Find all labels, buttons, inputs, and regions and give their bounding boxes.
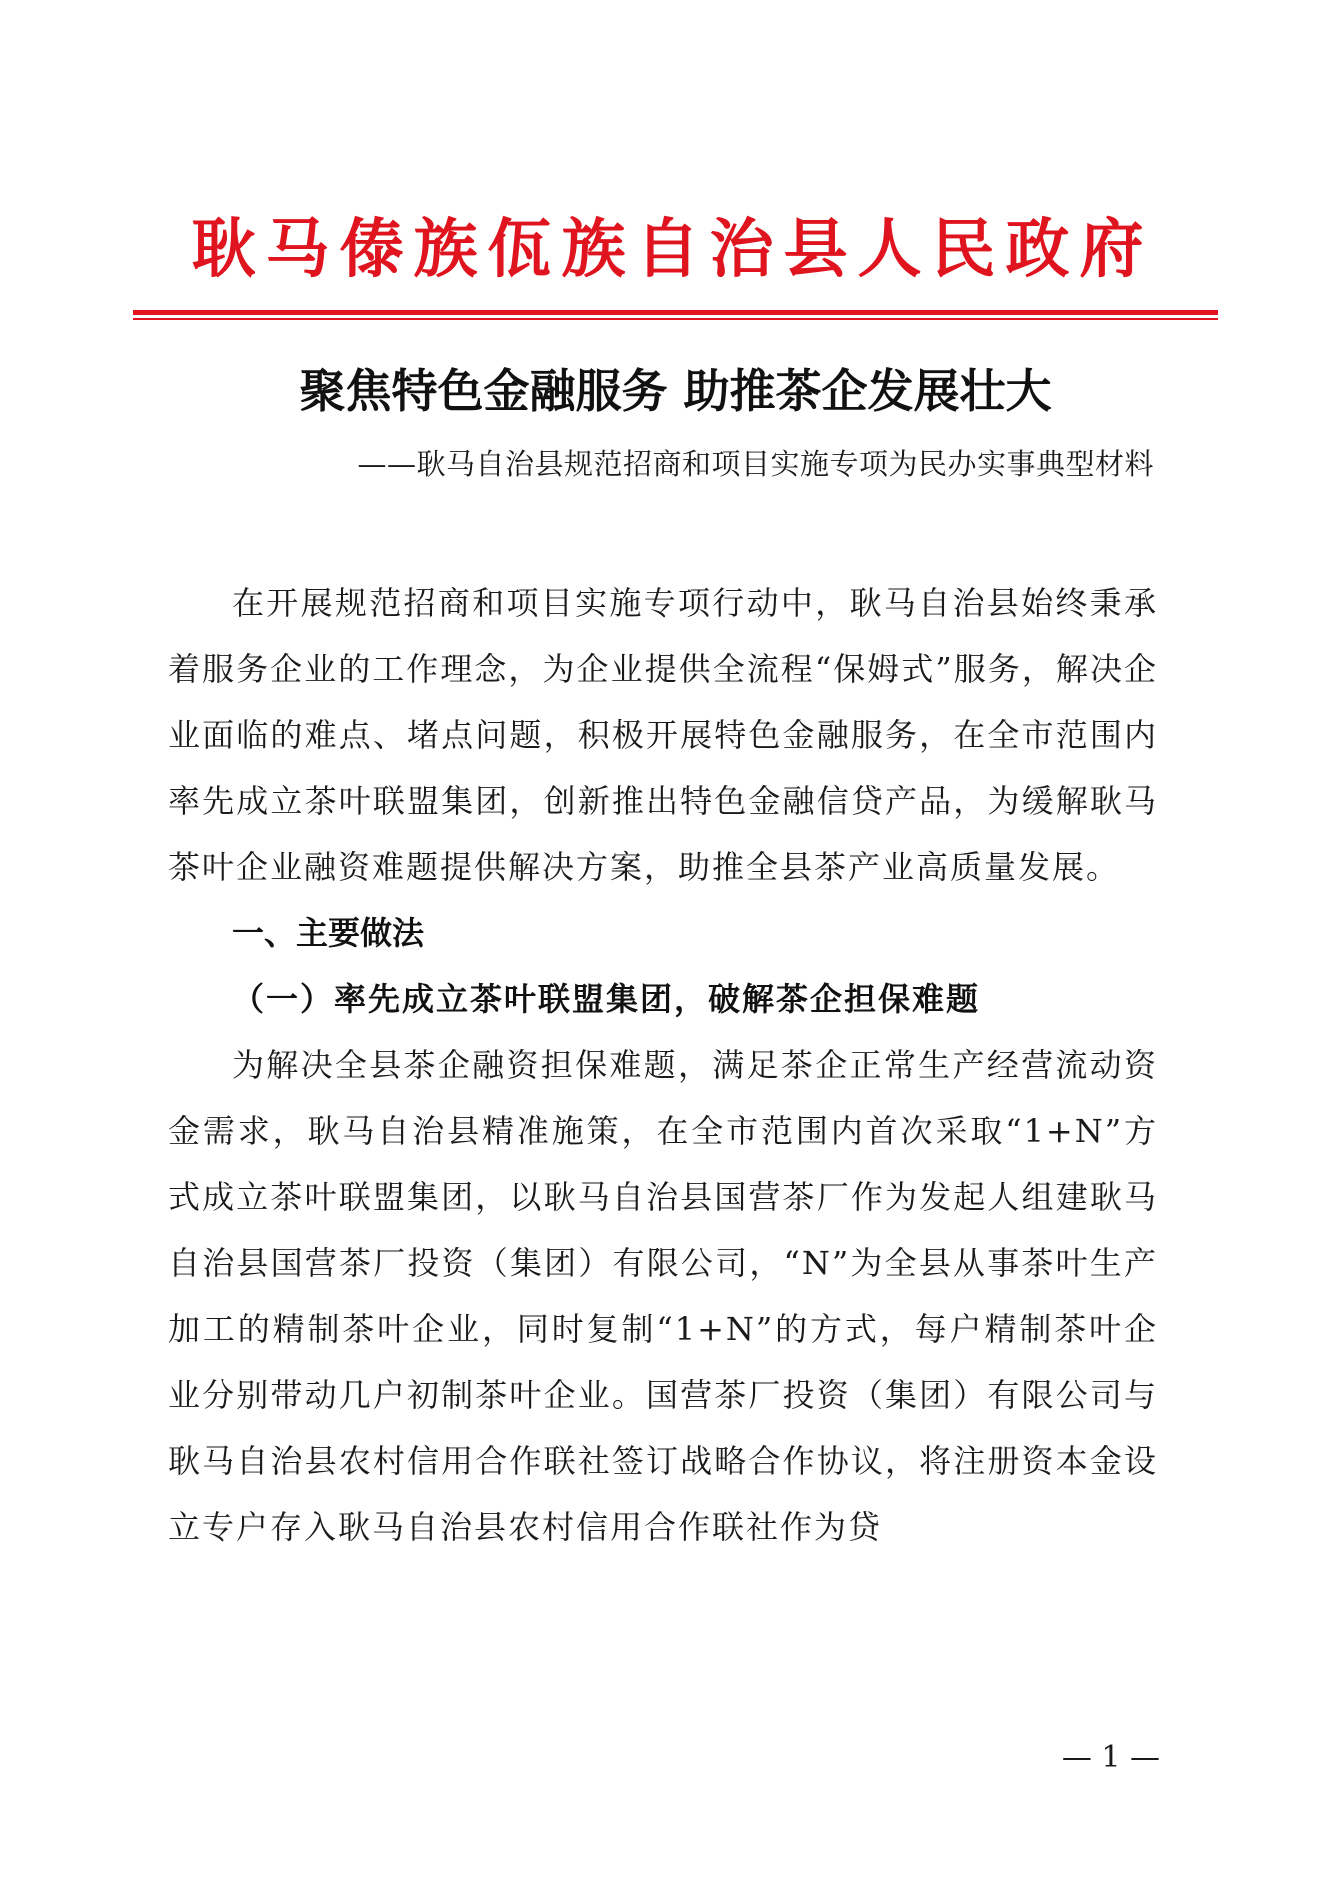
masthead-issuer: 耿马傣族佤族自治县人民政府: [191, 212, 1154, 287]
subsection-paragraph-tea-alliance: 为解决全县茶企融资担保难题，满足茶企正常生产经营流动资金需求，耿马自治县精准施策，在全市范围内首次采取“1+N”方式成立茶叶联盟集团，以耿马自治县国营茶厂作为发起人组建耿马自治县国营茶厂投资（集团）有限公司，“N”为全县从事茶叶生产加工的精制茶叶企业，同时复制“1+N”的方式，每户精制茶叶企业分别带动几户初制茶叶企业。国营茶厂投资（集团）有限公司与耿马自治县农村信用合作联社签订战略合作协议，将注册资本金设立专户存入耿马自治县农村信用合作联社作为贷: [168, 1046, 1158, 1546]
document-subtitle: ——耿马自治县规范招商和项目实施专项为民办实事典型材料: [357, 447, 1154, 481]
intro-paragraph: 在开展规范招商和项目实施专项行动中，耿马自治县始终秉承着服务企业的工作理念，为企业提供全流程“保姆式”服务，解决企业面临的难点、堵点问题，积极开展特色金融服务，在全市范围内率先成立茶叶联盟集团，创新推出特色金融信贷产品，为缓解耿马茶叶企业融资难题提供解决方案，助推全县茶产业高质量发展。: [168, 584, 1158, 886]
document-title: 聚焦特色金融服务 助推茶企发展壮大: [299, 364, 1052, 418]
document-body: [168, 570, 1158, 1560]
masthead-rule-thick: [133, 310, 1218, 315]
subsection-heading-tea-alliance: （一）率先成立茶叶联盟集团，破解茶企担保难题: [232, 980, 981, 1018]
section-heading-main-practices: 一、主要做法: [232, 914, 425, 952]
page-number: — 1 —: [1061, 1740, 1160, 1775]
masthead-rule-thin: [133, 318, 1218, 320]
